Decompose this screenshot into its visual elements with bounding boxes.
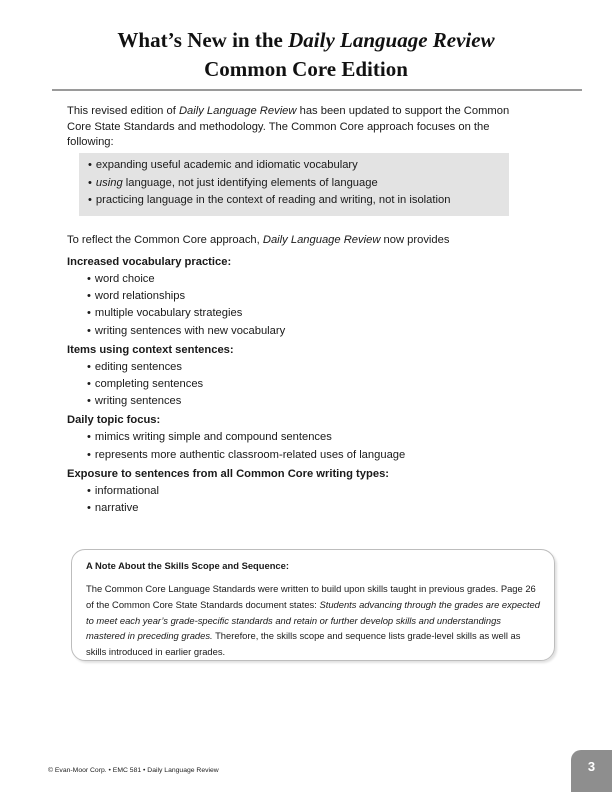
section-heading: Items using context sentences: (67, 343, 234, 356)
reflect-book-name: Daily Language Review (262, 234, 381, 246)
list-item (87, 500, 547, 517)
section-daily-topic (67, 413, 547, 463)
reflect-text-start: To reflect the Common Core approach, (67, 234, 263, 246)
list-item (87, 429, 547, 446)
list-item (87, 359, 547, 376)
list-item-text: represents more authentic classroom-related uses of language (94, 448, 406, 461)
focus-item (88, 157, 509, 175)
list-item (87, 323, 547, 340)
intro-paragraph (67, 104, 517, 151)
section-vocabulary (67, 255, 547, 340)
list-item-text: completing sentences (94, 378, 204, 391)
list-item-text: writing sentences with new vocabulary (94, 324, 286, 337)
list-item-text: writing sentences (94, 395, 182, 408)
section-list (67, 482, 547, 517)
reflect-text-end: now provides (380, 234, 450, 246)
focus-item-text: practicing language in the context of reading and writing, not in isolation (95, 194, 451, 207)
feature-sections (67, 255, 547, 520)
list-item (87, 483, 547, 500)
page-number-tab (571, 750, 612, 792)
list-item (87, 288, 547, 305)
section-list (67, 428, 547, 463)
title-divider (52, 89, 582, 91)
list-item-text: editing sentences (94, 360, 182, 373)
focus-item-text: language, not just identifying elements of language (122, 176, 378, 189)
section-writing-types (67, 467, 547, 517)
list-item-text: word relationships (94, 290, 186, 303)
list-item (87, 376, 547, 393)
list-item-text: multiple vocabulary strategies (94, 307, 243, 320)
note-quote: Students advancing through the grades are expected to meet each year’s grade-specific standards and retain or further develop skills and understandings mastered in preceding grades. (86, 598, 540, 642)
focus-box (79, 153, 509, 216)
list-item-text: narrative (94, 502, 139, 515)
title-line-2: Common Core Edition (204, 57, 408, 81)
page-number: 3 (587, 759, 596, 774)
section-heading: Daily topic focus: (67, 414, 161, 427)
scope-sequence-note (71, 549, 555, 661)
list-item-text: word choice (94, 273, 155, 285)
list-item-text: mimics writing simple and compound sentences (94, 431, 332, 444)
title-prefix: What’s New in the (117, 28, 289, 52)
note-text-end: Therefore, the skills scope and sequence lists grade-level skills as well as skills introduced in earlier grades. (86, 630, 521, 658)
note-body (86, 581, 542, 660)
page-title (0, 26, 612, 84)
intro-book-name: Daily Language Review (178, 105, 297, 117)
title-line-1 (0, 26, 612, 55)
intro-text-start: This revised edition of (67, 105, 179, 117)
focus-item (88, 175, 509, 193)
list-item (87, 305, 547, 322)
note-text-start: The Common Core Language Standards were written to build upon skills taught in previous grades. Page 26 of the Common Core State Standards document states: (86, 583, 536, 610)
focus-item-text: expanding useful academic and idiomatic vocabulary (95, 159, 358, 171)
list-item (87, 271, 547, 288)
reflect-paragraph (67, 233, 449, 248)
intro-text-rest: has been updated to support the Common Core State Standards and methodology. The Common Core approach focuses on the following: (67, 105, 510, 148)
note-heading: A Note About the Skills Scope and Sequence: (86, 560, 289, 571)
list-item-text: informational (94, 484, 159, 497)
section-context-sentences (67, 343, 547, 411)
focus-list (79, 153, 509, 210)
focus-item (88, 192, 509, 210)
section-list (67, 358, 547, 411)
footer-copyright: © Evan-Moor Corp. • EMC 581 • Daily Language Review (48, 767, 219, 774)
section-list (67, 270, 547, 340)
section-heading: Increased vocabulary practice: (67, 256, 232, 268)
title-book-name: Daily Language Review (288, 28, 495, 52)
list-item (87, 447, 547, 464)
focus-item-emphasis: using (95, 176, 123, 189)
section-heading: Exposure to sentences from all Common Core writing types: (67, 467, 390, 480)
list-item (87, 393, 547, 410)
